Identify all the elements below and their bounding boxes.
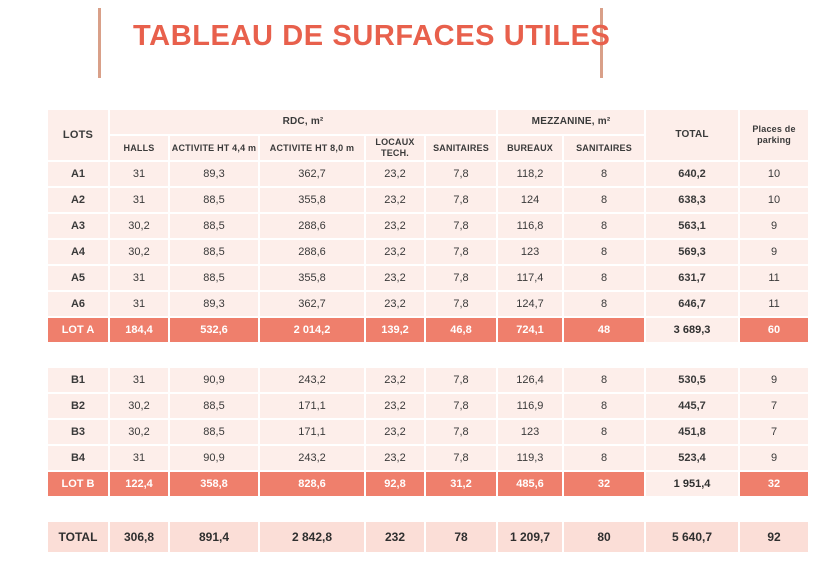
cell-san_mezz: 8 (564, 292, 644, 316)
cell-tech: 139,2 (366, 318, 424, 342)
cell-parking: 10 (740, 188, 808, 212)
cell-bureaux: 1 209,7 (498, 522, 562, 552)
cell-san_mezz: 8 (564, 162, 644, 186)
cell-halls: 31 (110, 188, 168, 212)
title-rule-left (98, 8, 101, 78)
cell-tech: 23,2 (366, 214, 424, 238)
cell-tech: 23,2 (366, 446, 424, 470)
cell-bureaux: 724,1 (498, 318, 562, 342)
cell-halls: 30,2 (110, 420, 168, 444)
cell-halls: 31 (110, 266, 168, 290)
cell-act44: 88,5 (170, 266, 258, 290)
cell-total: 1 951,4 (646, 472, 738, 496)
cell-san_rdc: 7,8 (426, 368, 496, 392)
cell-act44: 358,8 (170, 472, 258, 496)
table-row (48, 266, 808, 290)
row-lot-label: B1 (48, 368, 108, 392)
row-lot-label: LOT A (48, 318, 108, 342)
cell-act80: 2 014,2 (260, 318, 364, 342)
cell-act80: 243,2 (260, 446, 364, 470)
table-row (48, 420, 808, 444)
cell-parking: 11 (740, 266, 808, 290)
cell-parking: 9 (740, 214, 808, 238)
row-lot-label: TOTAL (48, 522, 108, 552)
cell-parking: 9 (740, 368, 808, 392)
cell-total: 445,7 (646, 394, 738, 418)
cell-san_rdc: 7,8 (426, 214, 496, 238)
cell-san_rdc: 7,8 (426, 188, 496, 212)
spacer-cell (48, 344, 808, 366)
cell-san_rdc: 7,8 (426, 420, 496, 444)
cell-bureaux: 116,9 (498, 394, 562, 418)
cell-bureaux: 116,8 (498, 214, 562, 238)
header-locaux-tech: LOCAUX TECH. (366, 136, 424, 160)
row-lot-label: B2 (48, 394, 108, 418)
cell-act44: 89,3 (170, 162, 258, 186)
cell-act44: 88,5 (170, 240, 258, 264)
cell-act80: 828,6 (260, 472, 364, 496)
table-row (48, 318, 808, 342)
table-row (48, 240, 808, 264)
table-row (48, 472, 808, 496)
cell-san_mezz: 48 (564, 318, 644, 342)
cell-act80: 362,7 (260, 292, 364, 316)
title-block (0, 0, 834, 88)
cell-act80: 2 842,8 (260, 522, 364, 552)
cell-parking: 7 (740, 394, 808, 418)
cell-act80: 355,8 (260, 266, 364, 290)
cell-total: 646,7 (646, 292, 738, 316)
cell-act44: 88,5 (170, 214, 258, 238)
cell-san_mezz: 80 (564, 522, 644, 552)
cell-total: 638,3 (646, 188, 738, 212)
table-spacer-row (48, 498, 808, 520)
row-lot-label: B3 (48, 420, 108, 444)
cell-bureaux: 119,3 (498, 446, 562, 470)
cell-san_mezz: 8 (564, 214, 644, 238)
cell-act44: 88,5 (170, 420, 258, 444)
cell-halls: 122,4 (110, 472, 168, 496)
cell-tech: 23,2 (366, 368, 424, 392)
cell-san_rdc: 7,8 (426, 446, 496, 470)
header-activite-80: ACTIVITE HT 8,0 m (260, 136, 364, 160)
cell-parking: 7 (740, 420, 808, 444)
cell-parking: 9 (740, 446, 808, 470)
cell-total: 530,5 (646, 368, 738, 392)
cell-san_rdc: 7,8 (426, 162, 496, 186)
cell-halls: 31 (110, 162, 168, 186)
cell-act80: 171,1 (260, 420, 364, 444)
cell-san_rdc: 46,8 (426, 318, 496, 342)
cell-parking: 60 (740, 318, 808, 342)
cell-act44: 88,5 (170, 188, 258, 212)
cell-bureaux: 485,6 (498, 472, 562, 496)
cell-total: 640,2 (646, 162, 738, 186)
cell-halls: 31 (110, 446, 168, 470)
cell-act80: 355,8 (260, 188, 364, 212)
cell-tech: 92,8 (366, 472, 424, 496)
cell-act80: 362,7 (260, 162, 364, 186)
cell-total: 631,7 (646, 266, 738, 290)
cell-total: 569,3 (646, 240, 738, 264)
cell-bureaux: 123 (498, 240, 562, 264)
cell-bureaux: 118,2 (498, 162, 562, 186)
table-spacer-row (48, 344, 808, 366)
cell-act44: 89,3 (170, 292, 258, 316)
cell-san_mezz: 8 (564, 266, 644, 290)
cell-tech: 23,2 (366, 240, 424, 264)
table-row (48, 368, 808, 392)
header-lots: LOTS (48, 110, 108, 160)
table-head (48, 110, 808, 160)
cell-halls: 306,8 (110, 522, 168, 552)
header-mezzanine: MEZZANINE, m² (498, 110, 644, 134)
cell-san_rdc: 78 (426, 522, 496, 552)
header-parking: Places de parking (740, 110, 808, 160)
header-activite-44: ACTIVITE HT 4,4 m (170, 136, 258, 160)
cell-san_mezz: 8 (564, 420, 644, 444)
cell-parking: 10 (740, 162, 808, 186)
cell-total: 451,8 (646, 420, 738, 444)
cell-act80: 288,6 (260, 214, 364, 238)
cell-halls: 31 (110, 368, 168, 392)
table-header-group-row (48, 110, 808, 134)
cell-san_mezz: 8 (564, 394, 644, 418)
cell-san_rdc: 7,8 (426, 292, 496, 316)
cell-san_mezz: 32 (564, 472, 644, 496)
cell-total: 523,4 (646, 446, 738, 470)
table-row (48, 162, 808, 186)
cell-act80: 288,6 (260, 240, 364, 264)
header-sanitaires-rdc: SANITAIRES (426, 136, 496, 160)
cell-tech: 23,2 (366, 394, 424, 418)
cell-act80: 243,2 (260, 368, 364, 392)
cell-act44: 532,6 (170, 318, 258, 342)
cell-parking: 92 (740, 522, 808, 552)
row-lot-label: A5 (48, 266, 108, 290)
row-lot-label: A3 (48, 214, 108, 238)
table-row (48, 522, 808, 552)
cell-bureaux: 123 (498, 420, 562, 444)
row-lot-label: LOT B (48, 472, 108, 496)
cell-halls: 31 (110, 292, 168, 316)
row-lot-label: A4 (48, 240, 108, 264)
cell-halls: 30,2 (110, 394, 168, 418)
table-row (48, 394, 808, 418)
row-lot-label: A6 (48, 292, 108, 316)
cell-tech: 232 (366, 522, 424, 552)
cell-bureaux: 117,4 (498, 266, 562, 290)
row-lot-label: A2 (48, 188, 108, 212)
cell-act44: 88,5 (170, 394, 258, 418)
cell-bureaux: 126,4 (498, 368, 562, 392)
table-row (48, 214, 808, 238)
cell-san_mezz: 8 (564, 188, 644, 212)
cell-san_rdc: 7,8 (426, 240, 496, 264)
cell-act44: 90,9 (170, 368, 258, 392)
cell-parking: 32 (740, 472, 808, 496)
cell-tech: 23,2 (366, 266, 424, 290)
cell-san_rdc: 7,8 (426, 394, 496, 418)
cell-halls: 184,4 (110, 318, 168, 342)
surfaces-table (46, 108, 810, 554)
cell-san_mezz: 8 (564, 240, 644, 264)
cell-tech: 23,2 (366, 162, 424, 186)
cell-total: 5 640,7 (646, 522, 738, 552)
cell-bureaux: 124,7 (498, 292, 562, 316)
cell-total: 563,1 (646, 214, 738, 238)
page-title: TABLEAU DE SURFACES UTILES (133, 20, 611, 52)
header-total: TOTAL (646, 110, 738, 160)
header-halls: HALLS (110, 136, 168, 160)
table-row (48, 446, 808, 470)
table-row (48, 188, 808, 212)
cell-bureaux: 124 (498, 188, 562, 212)
table-body (48, 162, 808, 552)
cell-halls: 30,2 (110, 214, 168, 238)
cell-san_mezz: 8 (564, 446, 644, 470)
cell-halls: 30,2 (110, 240, 168, 264)
cell-san_rdc: 7,8 (426, 266, 496, 290)
cell-parking: 9 (740, 240, 808, 264)
header-sanitaires-mezz: SANITAIRES (564, 136, 644, 160)
header-rdc: RDC, m² (110, 110, 496, 134)
cell-act44: 891,4 (170, 522, 258, 552)
table-row (48, 292, 808, 316)
cell-tech: 23,2 (366, 188, 424, 212)
header-bureaux: BUREAUX (498, 136, 562, 160)
row-lot-label: B4 (48, 446, 108, 470)
cell-act44: 90,9 (170, 446, 258, 470)
cell-tech: 23,2 (366, 420, 424, 444)
cell-san_mezz: 8 (564, 368, 644, 392)
cell-tech: 23,2 (366, 292, 424, 316)
cell-total: 3 689,3 (646, 318, 738, 342)
row-lot-label: A1 (48, 162, 108, 186)
cell-act80: 171,1 (260, 394, 364, 418)
cell-parking: 11 (740, 292, 808, 316)
cell-san_rdc: 31,2 (426, 472, 496, 496)
spacer-cell (48, 498, 808, 520)
